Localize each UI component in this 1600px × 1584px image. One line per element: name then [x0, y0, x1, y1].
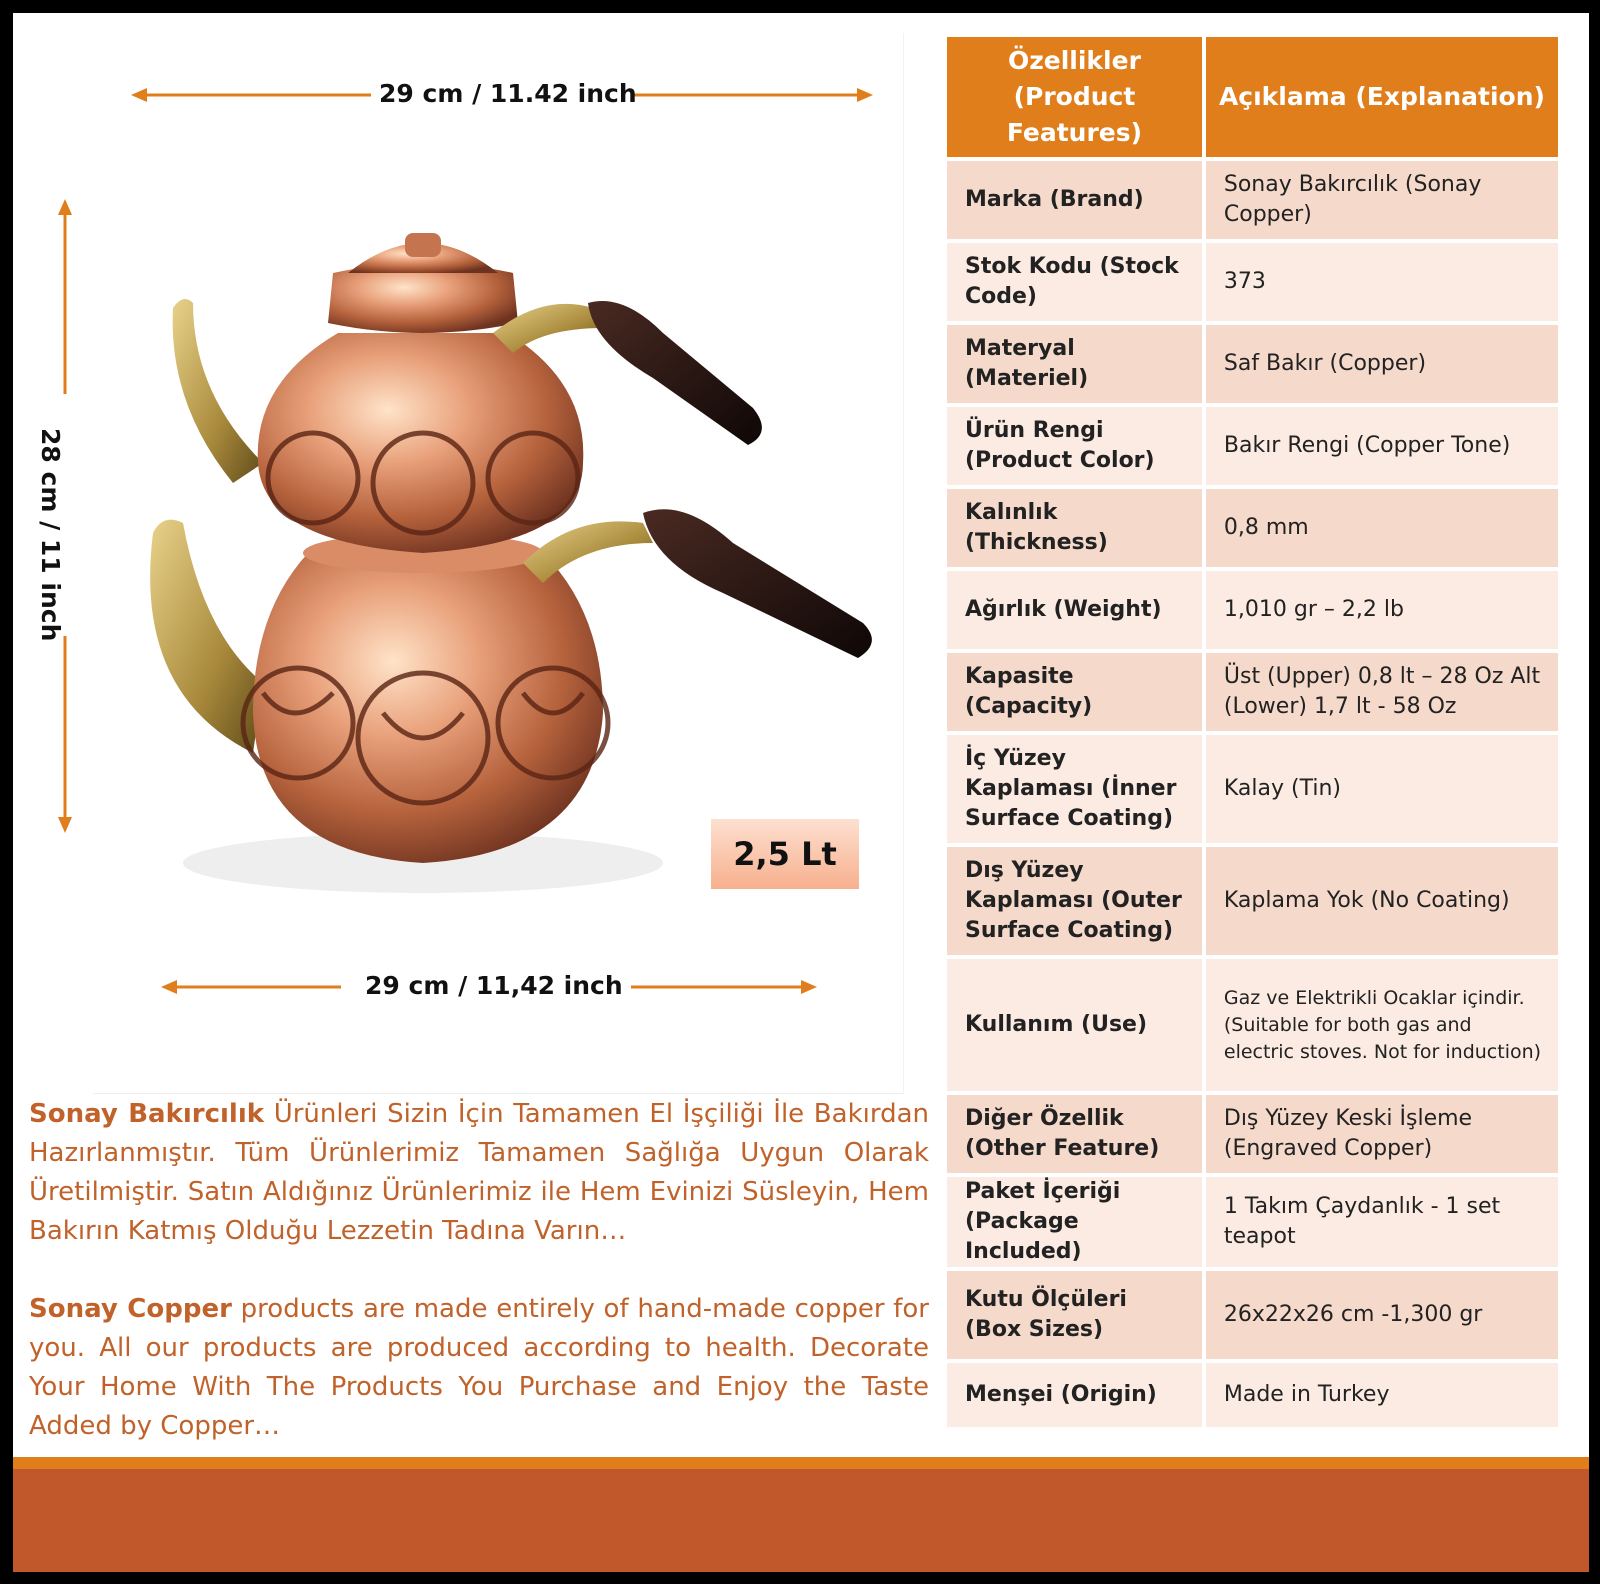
row-key: Kullanım (Use)	[947, 959, 1202, 1091]
row-value: 26x22x26 cm -1,300 gr	[1206, 1271, 1558, 1359]
row-key: Materyal (Materiel)	[947, 325, 1202, 403]
copper-teapot-image	[123, 213, 883, 923]
row-key: Kapasite (Capacity)	[947, 653, 1202, 731]
row-value: 1 Takım Çaydanlık - 1 set teapot	[1206, 1177, 1558, 1267]
capacity-badge: 2,5 Lt	[711, 819, 859, 889]
row-key: Ağırlık (Weight)	[947, 571, 1202, 649]
description-english	[29, 1290, 929, 1446]
row-value: Gaz ve Elektrikli Ocaklar içindir. (Suitable for both gas and electric stoves. Not for induction)	[1206, 959, 1558, 1091]
table-row	[947, 243, 1558, 321]
row-key: Marka (Brand)	[947, 161, 1202, 239]
row-value: Dış Yüzey Keski İşleme (Engraved Copper)	[1206, 1095, 1558, 1173]
row-value: Üst (Upper) 0,8 lt – 28 Oz Alt (Lower) 1,7 lt - 58 Oz	[1206, 653, 1558, 731]
row-value: 1,010 gr – 2,2 lb	[1206, 571, 1558, 649]
row-value: Kaplama Yok (No Coating)	[1206, 847, 1558, 955]
table-row	[947, 959, 1558, 1091]
row-key: Kutu Ölçüleri (Box Sizes)	[947, 1271, 1202, 1359]
table-row	[947, 1271, 1558, 1359]
table-row	[947, 161, 1558, 239]
row-key: Diğer Özellik (Other Feature)	[947, 1095, 1202, 1173]
table-row	[947, 653, 1558, 731]
brand-name-tr: Sonay Bakırcılık	[29, 1099, 265, 1129]
product-description	[29, 1095, 929, 1485]
row-value: Kalay (Tin)	[1206, 735, 1558, 843]
product-features-table	[943, 33, 1562, 1431]
height-label: 28 cm / 11 inch	[36, 428, 65, 642]
table-row	[947, 847, 1558, 955]
footer-accent-line	[13, 1457, 1589, 1469]
table-row	[947, 1363, 1558, 1427]
description-en-text: products are made entirely of hand-made copper for you. All our products are produced according to health. Decorate Your Home With The Products You Purchase and Enjoy the Taste Added by Copper…	[29, 1294, 929, 1441]
table-row	[947, 571, 1558, 649]
row-key: Paket İçeriği (Package Included)	[947, 1177, 1202, 1267]
product-sheet	[13, 13, 1589, 1572]
row-value: Bakır Rengi (Copper Tone)	[1206, 407, 1558, 485]
brand-name-en: Sonay Copper	[29, 1294, 232, 1324]
row-value: Made in Turkey	[1206, 1363, 1558, 1427]
description-tr-text: Ürünleri Sizin İçin Tamamen El İşçiliği İle Bakırdan Hazırlanmıştır. Tüm Ürünlerimiz Tamamen Sağlığa Uygun Olarak Üretilmiştir. Satın Aldığınız Ürünlerimiz ile Hem Evinizi Süsleyin, Hem Bakırın Katmış Olduğu Lezzetin Tadına Varın…	[29, 1099, 930, 1246]
header-explanation: Açıklama (Explanation)	[1206, 37, 1558, 157]
table-row	[947, 1177, 1558, 1267]
row-key: Ürün Rengi (Product Color)	[947, 407, 1202, 485]
row-value: Saf Bakır (Copper)	[1206, 325, 1558, 403]
row-key: Kalınlık (Thickness)	[947, 489, 1202, 567]
row-value: Sonay Bakırcılık (Sonay Copper)	[1206, 161, 1558, 239]
bottom-width-label: 29 cm / 11,42 inch	[365, 971, 623, 1000]
table-row	[947, 407, 1558, 485]
row-key: İç Yüzey Kaplaması (İnner Surface Coating)	[947, 735, 1202, 843]
row-key: Stok Kodu (Stock Code)	[947, 243, 1202, 321]
row-key: Menşei (Origin)	[947, 1363, 1202, 1427]
row-key: Dış Yüzey Kaplaması (Outer Surface Coating)	[947, 847, 1202, 955]
row-value: 0,8 mm	[1206, 489, 1558, 567]
footer-band	[13, 1469, 1589, 1572]
header-features: Özellikler (Product Features)	[947, 37, 1202, 157]
row-value: 373	[1206, 243, 1558, 321]
table-row	[947, 325, 1558, 403]
table-row	[947, 735, 1558, 843]
top-width-label: 29 cm / 11.42 inch	[379, 79, 637, 108]
table-row	[947, 1095, 1558, 1173]
table-row	[947, 489, 1558, 567]
description-turkish	[29, 1095, 929, 1251]
